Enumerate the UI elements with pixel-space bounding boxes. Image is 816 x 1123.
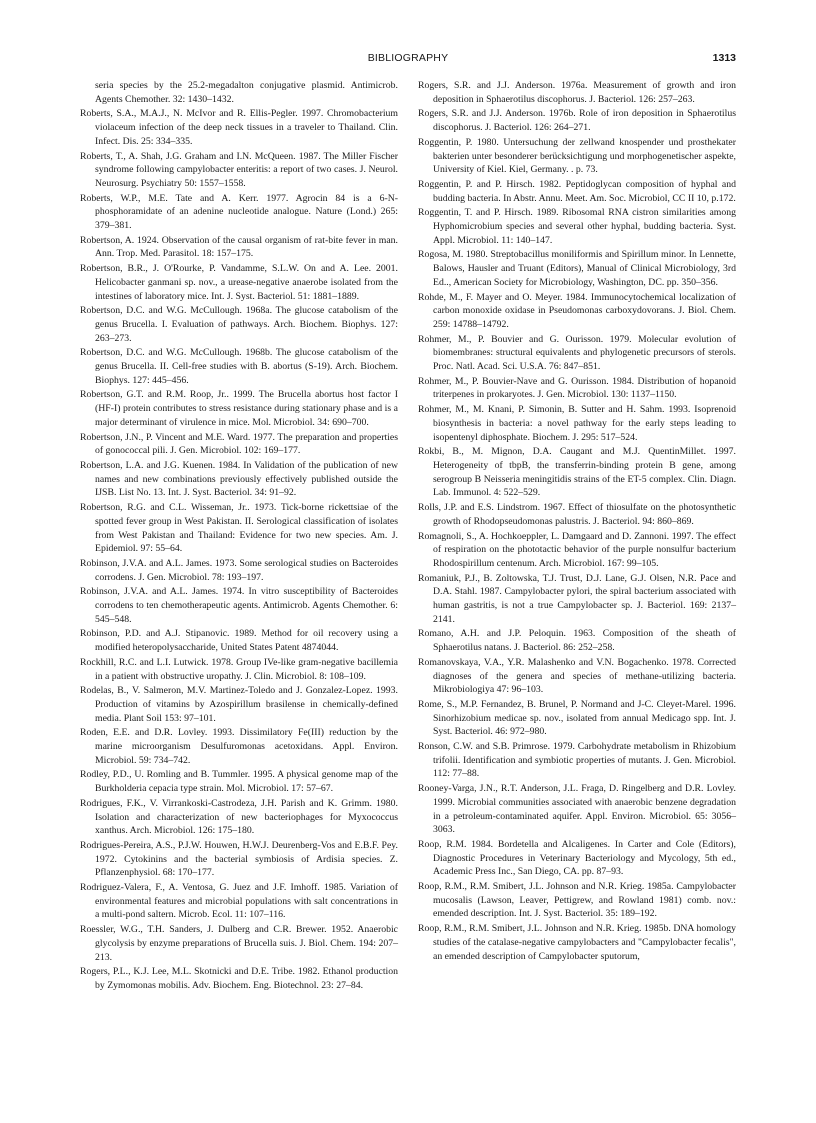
- bibliography-entry: Robertson, R.G. and C.L. Wisseman, Jr.. 1973. Tick-borne rickettsiae of the spotted fever group in West Pakistan. II. Serological classification of isolates from West Pakistan and Thailand: Evidence for two new species. Am. J. Epidemiol. 97: 55–64.: [80, 502, 398, 555]
- bibliography-entry: Rolls, J.P. and E.S. Lindstrom. 1967. Effect of thiosulfate on the photosynthetic growth of Rhodopseudomonas palustris. J. Bacteriol. 94: 860–869.: [418, 502, 736, 527]
- bibliography-entry: Roop, R.M. 1984. Bordetella and Alcaligenes. In Carter and Cole (Editors), Diagnostic Procedures in Veterinary Bacteriology and Mycology, 5th ed., Academic Press Inc., San Diego, CA. pp. 87–93.: [418, 838, 736, 878]
- bibliography-entry: Robertson, D.C. and W.G. McCullough. 1968b. The glucose catabolism of the genus Brucella. II. Cell-free studies with B. abortus (S-19). Arch. Biochem. Biophys. 127: 445–456.: [80, 347, 398, 386]
- bibliography-entry: Rogers, S.R. and J.J. Anderson. 1976a. Measurement of growth and iron deposition in Sphaerotilus discophorus. J. Bacteriol. 126: 257–263.: [418, 80, 736, 105]
- bibliography-entry: Rockhill, R.C. and L.I. Lutwick. 1978. Group IVe-like gram-negative bacillemia in a patient with obstructive uropathy. J. Clin. Microbiol. 8: 108–109.: [80, 656, 398, 682]
- left-column: [80, 79, 398, 994]
- bibliography-entry: Rodriguez-Valera, F., A. Ventosa, G. Juez and J.F. Imhoff. 1985. Variation of environmental features and microbial populations with salt concentrations in a multi-pond saltern. Microb. Ecol. 11: 107–116.: [80, 882, 398, 921]
- bibliography-entry: Robertson, J.N., P. Vincent and M.E. Ward. 1977. The preparation and properties of gonococcal pili. J. Gen. Microbiol. 102: 169–177.: [80, 431, 398, 457]
- bibliography-entry: Ronson, C.W. and S.B. Primrose. 1979. Carbohydrate metabolism in Rhizobium trifolii. Identification and symbiotic properties of mutants. J. Gen. Microbiol. 112: 77–88.: [418, 741, 736, 780]
- page-header: [80, 52, 736, 68]
- bibliography-entry: Rohmer, M., P. Bouvier and G. Ourisson. 1979. Molecular evolution of biomembranes: structural equivalents and phylogenetic precursors of sterols. Proc. Natl. Acad. Sci. U.S.A. 76: 847–851.: [418, 333, 736, 373]
- running-title: BIBLIOGRAPHY: [367, 52, 449, 64]
- bibliography-entry: Roessler, W.G., T.H. Sanders, J. Dulberg and C.R. Brewer. 1952. Anaerobic glycolysis by enzyme preparations of Brucella suis. J. Biol. Chem. 194: 207–213.: [80, 924, 398, 963]
- bibliography-entry: Robertson, D.C. and W.G. McCullough. 1968a. The glucose catabolism of the genus Brucella. I. Evaluation of pathways. Arch. Biochem. Biophys. 127: 263–273.: [80, 305, 398, 344]
- bibliography-entry: Rogers, S.R. and J.J. Anderson. 1976b. Role of iron deposition in Sphaerotilus discophorus. J. Bacteriol. 126: 264–271.: [418, 108, 736, 134]
- bibliography-entry: Roop, R.M., R.M. Smibert, J.L. Johnson and N.R. Krieg. 1985a. Campylobacter mucosalis (Lawson, Leaver, Pettigrew, and Rowland 1981) comb. nov.: emended description. Int. J. Syst. Bacteriol. 35: 189–192.: [418, 881, 736, 920]
- bibliography-entry: Romagnoli, S., A. Hochkoeppler, L. Damgaard and D. Zannoni. 1997. The effect of respiration on the phototactic behavior of the purple nonsulfur bacterium Rhodospirillum centenum. Arch. Microbiol. 167: 99–105.: [418, 530, 736, 569]
- bibliography-entry: Romano, A.H. and J.P. Peloquin. 1963. Composition of the sheath of Sphaerotilus natans. J. Bacteriol. 86: 252–258.: [418, 628, 736, 654]
- bibliography-entry: Rome, S., M.P. Fernandez, B. Brunel, P. Normand and J-C. Cleyet-Marel. 1996. Sinorhizobium medicae sp. nov., isolated from annual Medicago spp. Int. J. Syst. Bacteriol. 46: 972–980.: [418, 698, 736, 738]
- bibliography-entry: Robinson, P.D. and A.J. Stipanovic. 1989. Method for oil recovery using a modified heteropolysaccharide, United States Patent 4874044.: [80, 628, 398, 654]
- bibliography-entry: Rohde, M., F. Mayer and O. Meyer. 1984. Immunocytochemical localization of carbon monoxide oxidase in Pseudomonas carboxydovorans. J. Biol. Chem. 259: 14788–14792.: [418, 291, 736, 330]
- bibliography-entry: Rohmer, M., P. Bouvier-Nave and G. Ourisson. 1984. Distribution of hopanoid triterpenes in prokaryotes. J. Gen. Microbiol. 130: 1137–1150.: [418, 375, 736, 401]
- bibliography-entry: Robertson, L.A. and J.G. Kuenen. 1984. In Validation of the publication of new names and new combinations previously effectively published outside the IJSB. List No. 13. Int. J. Syst. Bacteriol. 34: 91–92.: [80, 459, 398, 499]
- bibliography-entry: Rokbi, B., M. Mignon, D.A. Caugant and M.J. QuentinMillet. 1997. Heterogeneity of tbpB, the transferrin-binding protein B gene, among serogroup B Neisseria meningitidis strains of the ET-5 complex. Clin. Diagn. Lab. Immunol. 4: 522–529.: [418, 446, 736, 499]
- right-column: [418, 79, 736, 964]
- bibliography-entry: Rooney-Varga, J.N., R.T. Anderson, J.L. Fraga, D. Ringelberg and D.R. Lovley. 1999. Microbial communities associated with anaerobic benzene degradation in a petroleum-contaminated aquifer. Appl. Environ. Microbiol. 65: 3056–3063.: [418, 783, 736, 836]
- bibliography-entry: Rodley, P.D., U. Romling and B. Tummler. 1995. A physical genome map of the Burkholderia cepacia type strain. Mol. Microbiol. 17: 57–67.: [80, 769, 398, 795]
- bibliography-entry: Robertson, A. 1924. Observation of the causal organism of rat-bite fever in man. Ann. Trop. Med. Parasitol. 18: 157–175.: [80, 234, 398, 260]
- bibliography-entry: Robertson, G.T. and R.M. Roop, Jr.. 1999. The Brucella abortus host factor I (HF-I) protein contributes to stress resistance during stationary phase and is a major determinant of virulence in mice. Mol. Microbiol. 34: 690–700.: [80, 389, 398, 428]
- bibliography-entry: Roggentin, T. and P. Hirsch. 1989. Ribosomal RNA cistron similarities among Hyphomicrobium species and several other hyphal, budding bacteria. Syst. Appl. Microbiol. 11: 140–147.: [418, 207, 736, 246]
- bibliography-entry: Rogosa, M. 1980. Streptobacillus moniliformis and Spirillum minor. In Lennette, Balows, Hausler and Truant (Editors), Manual of Clinical Microbiology, 3rd Ed.., American Society for Microbiology, Washington, DC. pp. 350–356.: [418, 249, 736, 288]
- bibliography-entry: Rodrigues-Pereira, A.S., P.J.W. Houwen, H.W.J. Deurenberg-Vos and E.B.F. Pey. 1972. Cytokinins and the bacterial symbiosis of Ardisia species. Z. Pflanzenphysiol. 68: 170–177.: [80, 839, 398, 879]
- bibliography-entry: Rodelas, B., V. Salmeron, M.V. Martinez-Toledo and J. Gonzalez-Lopez. 1993. Production of vitamins by Azospirillum brasilense in chemically-defined media. Plant Soil 153: 97–101.: [80, 685, 398, 724]
- bibliography-entry: Rogers, P.L., K.J. Lee, M.L. Skotnicki and D.E. Tribe. 1982. Ethanol production by Zymomonas mobilis. Adv. Biochem. Eng. Biotechnol. 23: 27–84.: [80, 966, 398, 991]
- bibliography-entry: Robertson, B.R., J. O'Rourke, P. Vandamme, S.L.W. On and A. Lee. 2001. Helicobacter ganmani sp. nov., a urease-negative anaerobe isolated from the intestines of laboratory mice. Int. J. Syst. Bacteriol. 51: 1881–1889.: [80, 263, 398, 302]
- bibliography-entry: Robinson, J.V.A. and A.L. James. 1974. In vitro susceptibility of Bacteroides corrodens to ten chemotherapeutic agents. Antimicrob. Agents Chemother. 6: 545–548.: [80, 586, 398, 625]
- bibliography-entry: Romanovskaya, V.A., Y.R. Malashenko and V.N. Bogachenko. 1978. Corrected diagnoses of the genera and species of methane-utilizing bacteria. Mikrobiologiya 47: 96–103.: [418, 656, 736, 696]
- page-number: 1313: [712, 52, 736, 64]
- bibliography-entry: Roden, E.E. and D.R. Lovley. 1993. Dissimilatory Fe(III) reduction by the marine microorganism Desulfuromonas acetoxidans. Appl. Environ. Microbiol. 59: 734–742.: [80, 727, 398, 766]
- bibliography-entry: Roberts, T., A. Shah, J.G. Graham and I.N. McQueen. 1987. The Miller Fischer syndrome following campylobacter enteritis: a report of two cases. J. Neurol. Neurosurg. Psychiatry 50: 1557–1558.: [80, 150, 398, 189]
- bibliography-entry: Roberts, W.P., M.E. Tate and A. Kerr. 1977. Agrocin 84 is a 6-N-phosphoramidate of an adenine nucleotide analogue. Nature (Lond.) 265: 379–381.: [80, 192, 398, 232]
- bibliography-entry: Roop, R.M., R.M. Smibert, J.L. Johnson and N.R. Krieg. 1985b. DNA homology studies of the catalase-negative campylobacters and "Campylobacter fecalis", an emended description of Campylobacter sputorum,: [418, 923, 736, 962]
- bibliography-entry: Romaniuk, P.J., B. Zoltowska, T.J. Trust, D.J. Lane, G.J. Olsen, N.R. Pace and D.A. Stahl. 1987. Campylobacter pylori, the spiral bacterium associated with human gastritis, is not a true Campylobacter sp. J. Bacteriol. 169: 2137–2141.: [418, 572, 736, 625]
- bibliography-entry: Roggentin, P. 1980. Untersuchung der zellwand knospender und prosthekater bakterien unter besonderer berücksichtigung und morphogenetischer aspekte, University of Kiel. Kiel, Germany. . p. 73.: [418, 136, 736, 176]
- bibliography-entry: seria species by the 25.2-megadalton conjugative plasmid. Antimicrob. Agents Chemother. 32: 1430–1432.: [95, 80, 398, 105]
- bibliography-entry: Robinson, J.V.A. and A.L. James. 1973. Some serological studies on Bacteroides corrodens. J. Gen. Microbiol. 78: 193–197.: [80, 557, 398, 583]
- bibliography-entry: Rohmer, M., M. Knani, P. Simonin, B. Sutter and H. Sahm. 1993. Isoprenoid biosynthesis in bacteria: a novel pathway for the early steps leading to isopentenyl diphosphate. Biochem. J. 295: 517–524.: [418, 404, 736, 443]
- bibliography-entry: Roggentin, P. and P. Hirsch. 1982. Peptidoglycan composition of hyphal and budding bacteria. In Abstr. Annu. Meet. Am. Soc. Microbiol, CC II 10, p.172.: [418, 178, 736, 204]
- bibliography-entry: Roberts, S.A., M.A.J., N. McIvor and R. Ellis-Pegler. 1997. Chromobacterium violaceum infection of the deep neck tissues in a traveler to Thailand. Clin. Infect. Dis. 25: 334–335.: [80, 108, 398, 147]
- bibliography-entry: Rodrigues, F.K., V. Virrankoski-Castrodeza, J.H. Parish and K. Grimm. 1980. Isolation and characterization of new bacteriophages for Myxococcus xanthus. Arch. Microbiol. 126: 175–180.: [80, 797, 398, 837]
